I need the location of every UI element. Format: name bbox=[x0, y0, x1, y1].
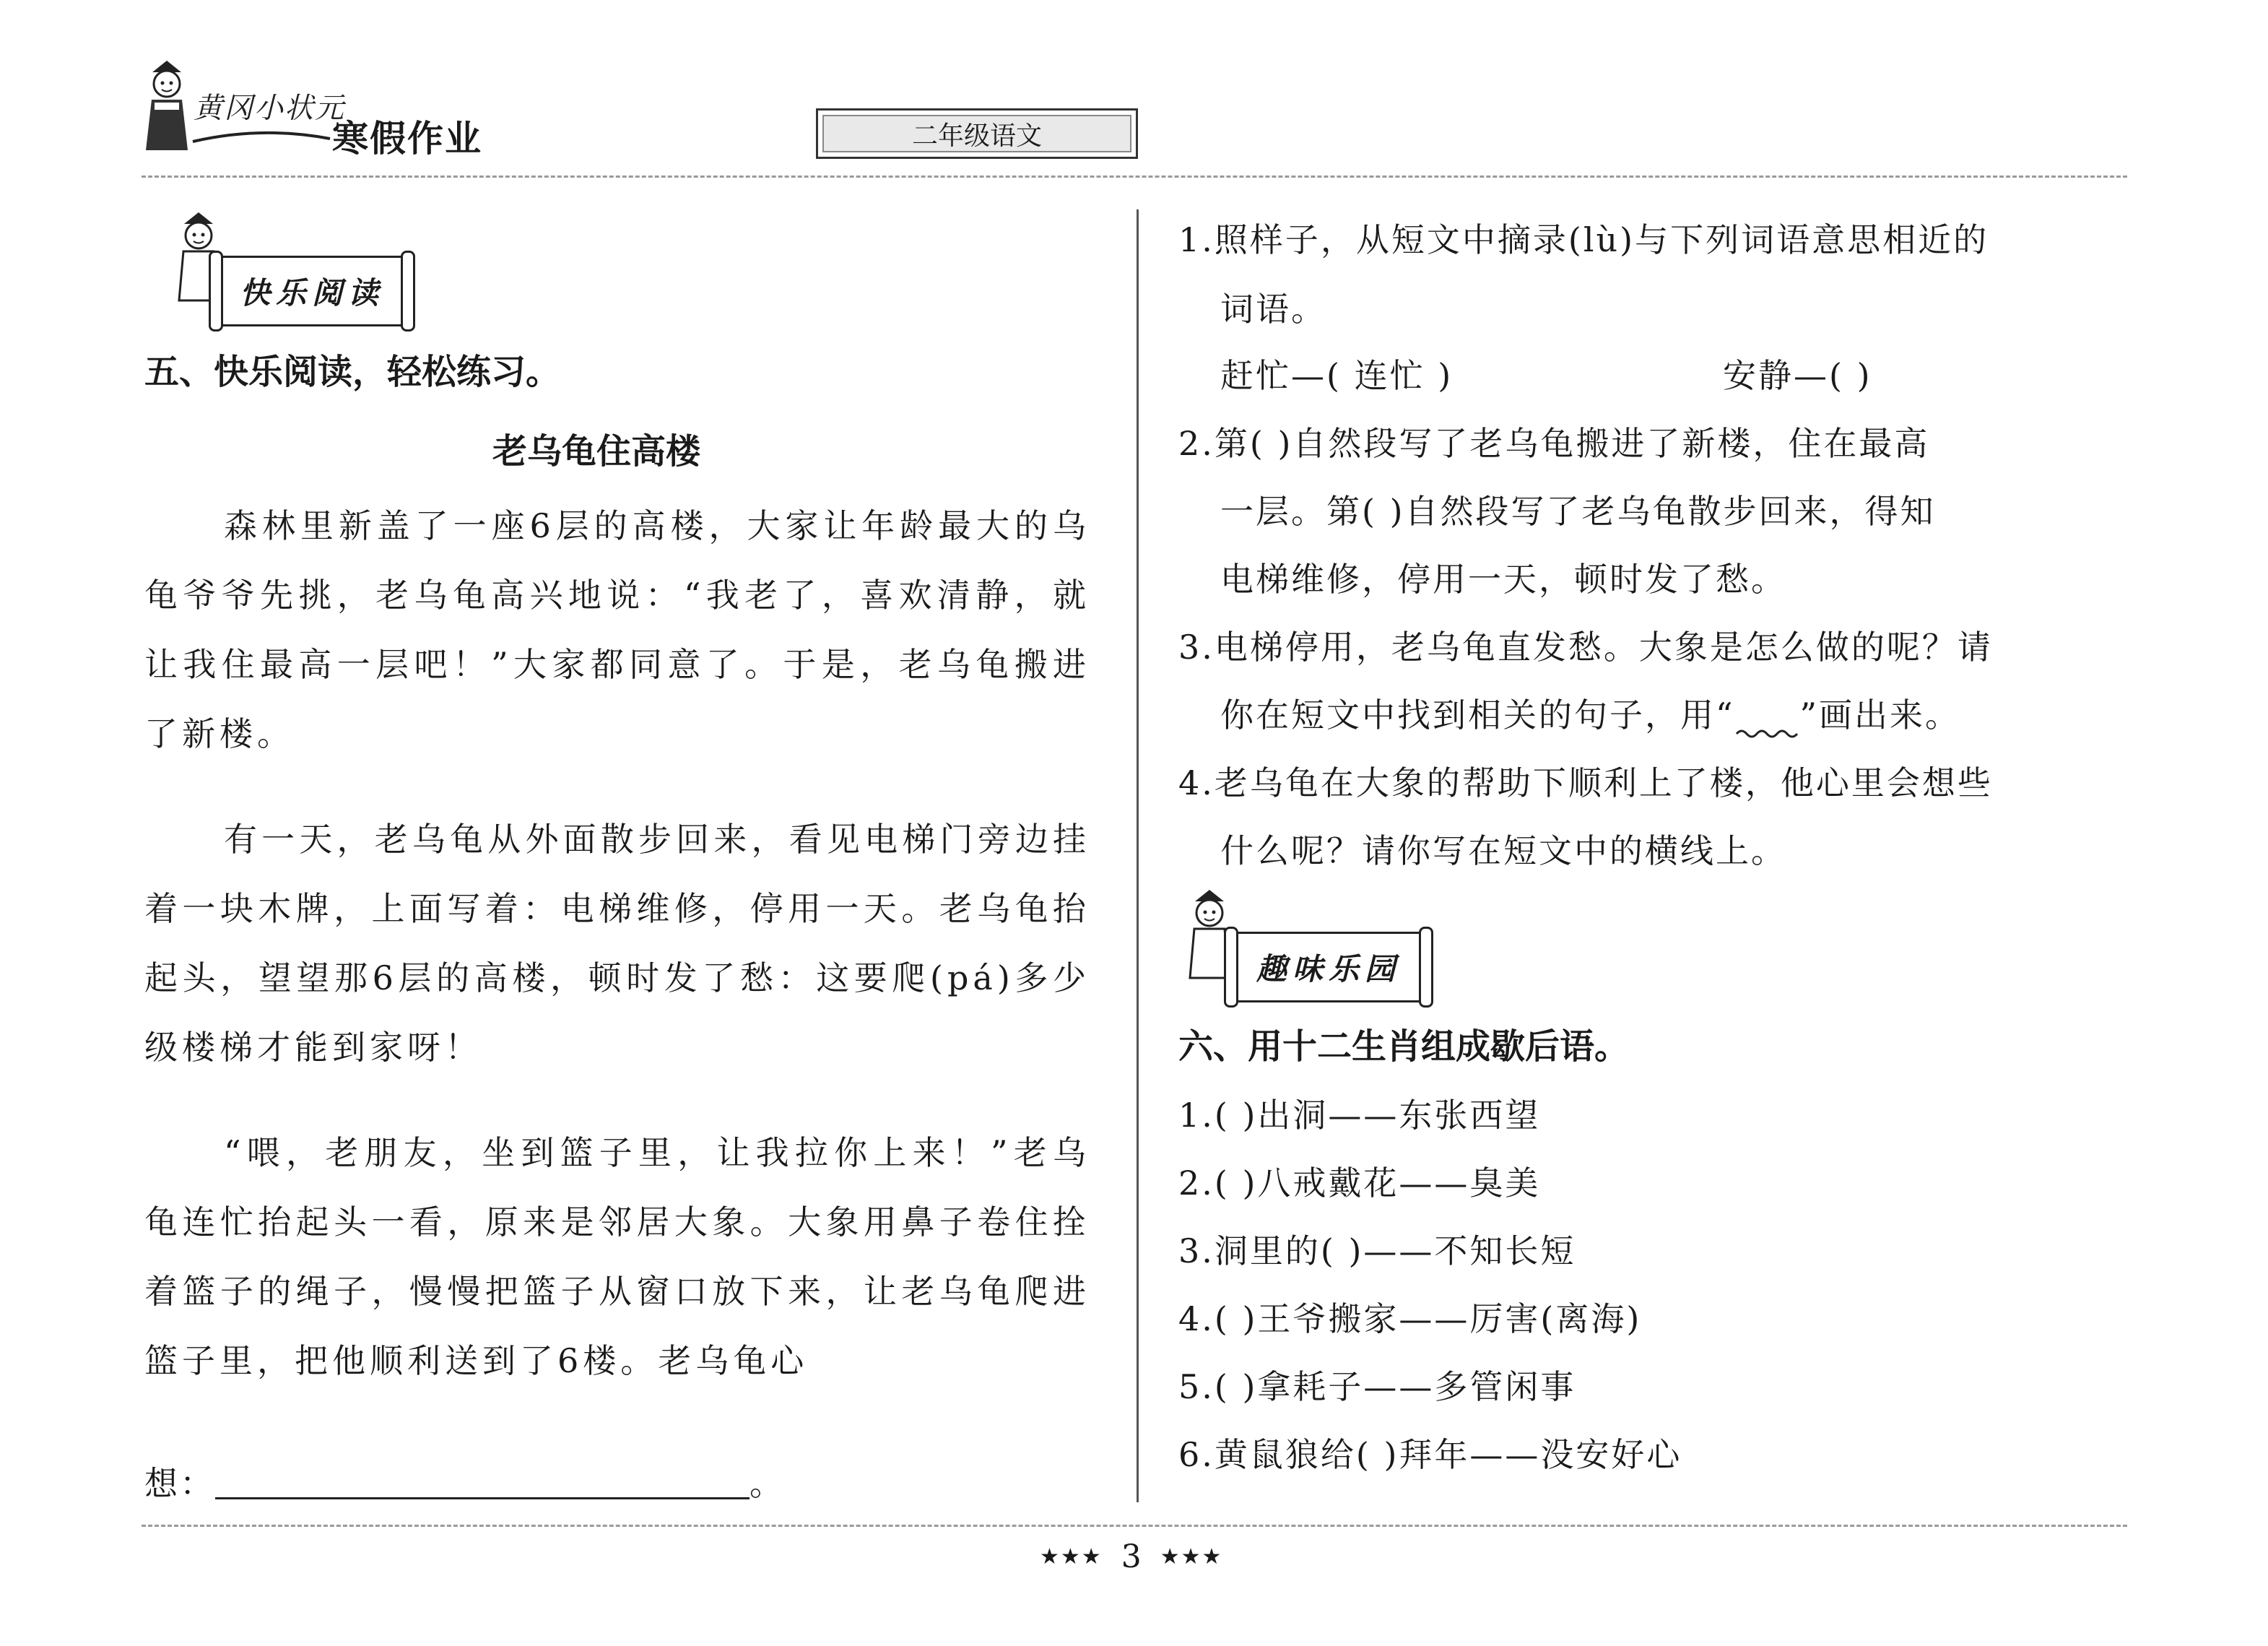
question-4-line-1: 4.老乌龟在大象的帮助下顺利上了楼，他心里会想些 bbox=[1178, 763, 1993, 802]
section-badge-fun bbox=[1232, 932, 1425, 1002]
grade-subject-text: 二年级语文 bbox=[911, 121, 1042, 151]
question-3-line-1: 3.电梯停用，老乌龟直发愁。大象是怎么做的呢？请 bbox=[1178, 628, 1993, 667]
question-1-example: 赶忙—( 连忙 ) bbox=[1220, 356, 1454, 395]
section-badge-reading bbox=[217, 256, 407, 326]
badge-label: 趣味乐园 bbox=[1256, 951, 1401, 987]
page-number: 3 bbox=[1121, 1538, 1142, 1575]
idiom-item-5: 5.( )拿耗子——多管闲事 bbox=[1178, 1367, 1576, 1406]
question-3-text-b: ”画出来。 bbox=[1799, 696, 1961, 735]
badge-label: 快乐阅读 bbox=[239, 275, 384, 311]
brand-name: 黄冈小状元 bbox=[194, 92, 345, 125]
question-1-blank[interactable]: 安静—( ) bbox=[1723, 356, 1872, 395]
question-3-line-2 bbox=[1220, 689, 1960, 741]
page-footer bbox=[1040, 1538, 1222, 1575]
question-3-text-a: 你在短文中找到相关的句子，用“ bbox=[1220, 696, 1735, 735]
story-paragraph-1: 森林里新盖了一座6层的高楼，大家让年龄最大的乌龟爷爷先挑，老乌龟高兴地说：“我老了，喜欢清静，就让我住最高一层吧！”大家都同意了。于是，老乌龟搬进了新楼。 bbox=[144, 506, 1090, 753]
story-paragraph-3: “喂，老朋友，坐到篮子里，让我拉你上来！”老乌龟连忙抬起头一看，原来是邻居大象。大象用鼻子卷住拴着篮子的绳子，慢慢把篮子从窗口放下来，让老乌龟爬进篮子里，把他顺利送到了6楼。老乌龟心 bbox=[144, 1133, 1090, 1380]
idiom-item-6: 6.黄鼠狼给( )拜年——没安好心 bbox=[1178, 1435, 1682, 1474]
idiom-item-2: 2.( )八戒戴花——臭美 bbox=[1178, 1164, 1541, 1203]
answer-suffix: 。 bbox=[750, 1464, 785, 1503]
question-2-line-3: 电梯维修，停用一天，顿时发了愁。 bbox=[1220, 560, 1786, 599]
star-icon: ★★★ bbox=[1160, 1544, 1223, 1569]
section-heading-6: 六、用十二生肖组成歇后语。 bbox=[1178, 1026, 1630, 1067]
section-heading-5: 五、快乐阅读，轻松练习。 bbox=[144, 352, 561, 392]
series-title: 寒假作业 bbox=[332, 118, 482, 160]
idiom-item-4: 4.( )王爷搬家——厉害(离海) bbox=[1178, 1299, 1642, 1338]
mascot-icon bbox=[142, 59, 192, 153]
header-divider bbox=[142, 176, 2127, 178]
question-1-line-1: 1.照样子，从短文中摘录(lù)与下列词语意思相近的 bbox=[1178, 220, 1989, 259]
grade-subject-label bbox=[816, 108, 1138, 159]
question-4-line-2: 什么呢？请你写在短文中的横线上。 bbox=[1220, 831, 1786, 870]
story-title: 老乌龟住高楼 bbox=[492, 431, 701, 472]
footer-divider bbox=[142, 1525, 2127, 1527]
story-paragraph-2: 有一天，老乌龟从外面散步回来，看见电梯门旁边挂着一块木牌，上面写着：电梯维修，停用一天。老乌龟抬起头，望望那6层的高楼，顿时发了愁：这要爬(pá)多少级楼梯才能到家呀！ bbox=[144, 820, 1090, 1067]
column-divider bbox=[1137, 209, 1139, 1502]
idiom-item-3: 3.洞里的( )——不知长短 bbox=[1178, 1231, 1576, 1270]
question-2-line-2: 一层。第( )自然段写了老乌龟散步回来，得知 bbox=[1220, 492, 1936, 531]
brand-swoosh-icon bbox=[189, 127, 334, 146]
idiom-item-1: 1.( )出洞——东张西望 bbox=[1178, 1096, 1541, 1135]
wavy-underline-icon bbox=[1735, 727, 1800, 741]
star-icon: ★★★ bbox=[1040, 1544, 1103, 1569]
question-2-line-1: 2.第( )自然段写了老乌龟搬进了新楼，住在最高 bbox=[1178, 424, 1930, 463]
answer-blank-line[interactable] bbox=[215, 1468, 750, 1499]
question-1-line-2: 词语。 bbox=[1220, 290, 1326, 329]
answer-line-row bbox=[144, 1457, 785, 1505]
answer-prefix: 想： bbox=[144, 1464, 215, 1503]
